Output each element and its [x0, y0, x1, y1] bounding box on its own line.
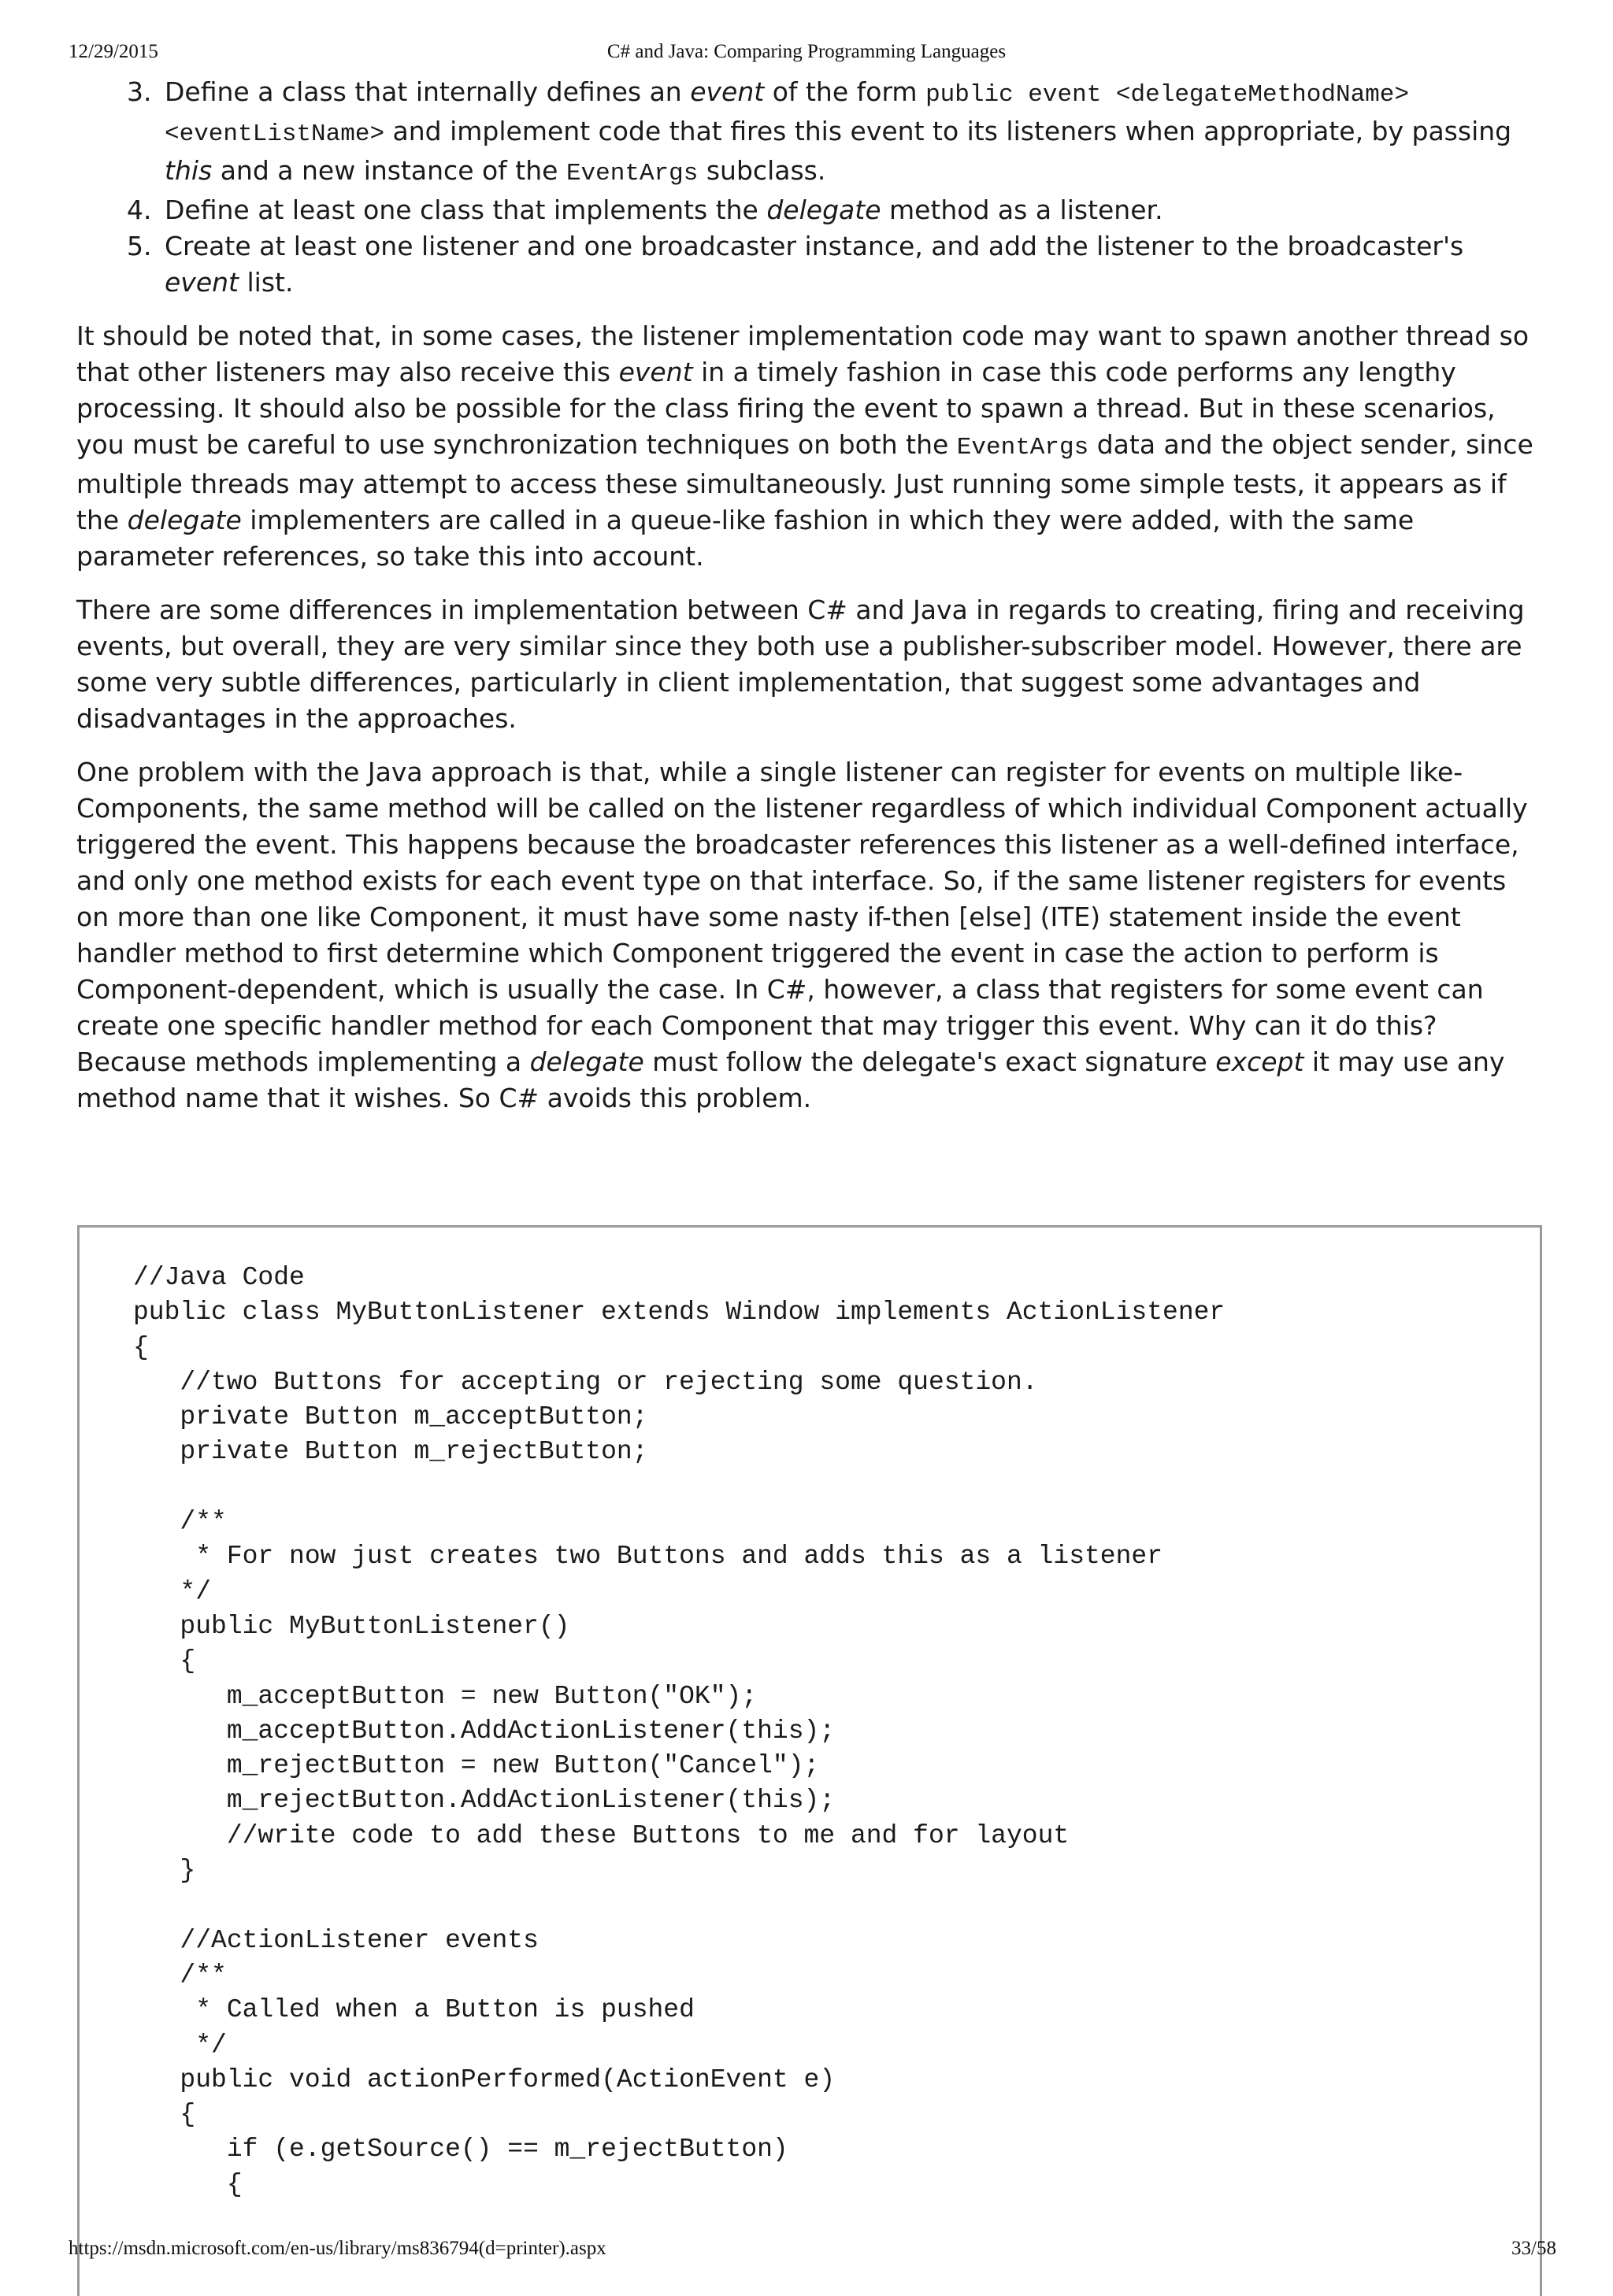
list-item-step-5: 5. Create at least one listener and one broadcaster instance, and add the listener to the broadcaster's event list.: [160, 228, 1541, 301]
print-footer: [0, 2238, 1613, 2266]
inline-code-eventargs: EventArgs: [565, 160, 699, 187]
list-item-step-3: 3. Define a class that internally defines an event of the form public event <delegateMethodName> <eventListName> and implement code that fires this event to its listeners when appropriate, by passing this and a new instance of the EventArgs subclass.: [160, 74, 1541, 192]
paragraph-implementation-differences: There are some differences in implementation between C# and Java in regards to creating, firing and receiving events, but overall, they are very similar since they both use a publisher-subscriber model. However, there are some very subtle differences, particularly in client implementation, that suggest some advantages and disadvantages in the approaches.: [76, 594, 1525, 734]
steps-list: [76, 74, 1541, 301]
print-date: 12/29/2015: [69, 41, 158, 62]
code-sample-box: [77, 1225, 1542, 2296]
java-code-listing: //Java Code public class MyButtonListener extends Window implements ActionListener { //two Buttons for accepting or rejecting some question. private Button m_acceptButton; private Button m_rejectButton; /** * For now just creates two Buttons and adds this as a listener */ public MyButtonListener() { m_acceptButton = new Button("OK"); m_acceptButton.AddActionListener(this); m_rejectButton = new Button("Cancel"); m_rejectButton.AddActionListener(this); //write code to add these Buttons to me and for layout } //ActionListener events /** * Called when a Button is pushed */ public void actionPerformed(ActionEvent e) { if (e.getSource() == m_rejectButton) {: [133, 1263, 1226, 2199]
article-body: [76, 74, 1541, 1134]
paragraph-java-problem: One problem with the Java approach is that, while a single listener can register for events on multiple like-Components, the same method will be called on the listener regardless of which individual Component actually triggered the event. This happens because the broadcaster references this listener as a well-defined interface, and only one method exists for each event type on that interface. So, if the same listener registers for events on more than one like Component, it must have some nasty if-then [else] (ITE) statement inside the event handler method to first determine which Component triggered the event in case the action to perform is Component-dependent, which is usually the case. In C#, however, a class that registers for some event can create one specific handler method for each Component that may trigger this event. Why can it do this? Because methods implementing a delegate must follow the delegate's exact signature except it may use any method name that it wishes. So C# avoids this problem.: [76, 757, 1528, 1113]
inline-code-eventargs: EventArgs: [956, 434, 1089, 461]
page-number: 33/58: [1511, 2238, 1556, 2259]
list-item-step-4: 4. Define at least one class that implements the delegate method as a listener.: [160, 192, 1541, 228]
print-header: [0, 41, 1613, 69]
paragraph-threading-note: It should be noted that, in some cases, the listener implementation code may want to spawn another thread so that other listeners may also receive this event in a timely fashion in case this code performs any lengthy processing. It should also be possible for the class firing the event to spawn a thread. But in these scenarios, you must be careful to use synchronization techniques on both the EventArgs data and the object sender, since multiple threads may attempt to access these simultaneously. Just running some simple tests, it appears as if the delegate implementers are called in a queue-like fashion in which they were added, with the same parameter references, so take this into account.: [76, 320, 1533, 572]
page-url[interactable]: https://msdn.microsoft.com/en-us/library/ms836794(d=printer).aspx: [69, 2238, 606, 2259]
print-title: C# and Java: Comparing Programming Languages: [606, 41, 1007, 62]
inline-code-event-declaration: public event <delegateMethodName> <eventListName>: [165, 81, 1409, 148]
